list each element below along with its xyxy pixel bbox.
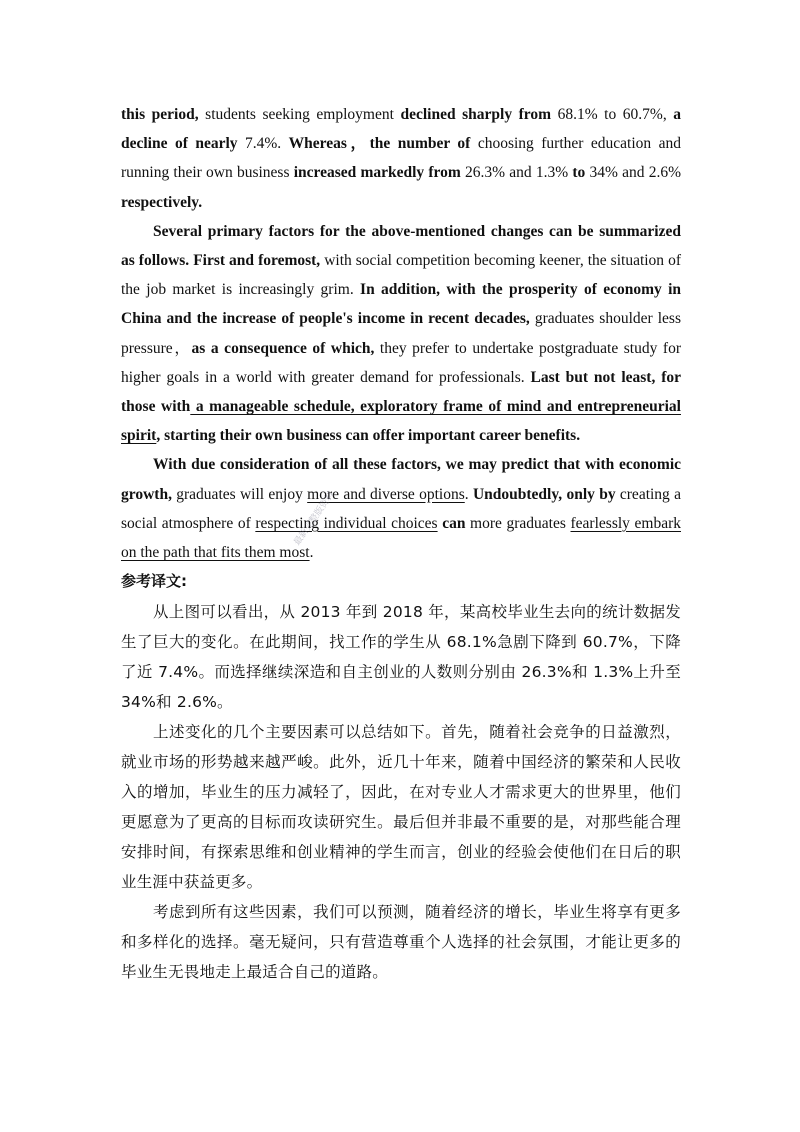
text-run: graduates will enjoy (171, 485, 308, 503)
english-paragraph-1 (121, 100, 681, 217)
text-run: respectively. (121, 193, 203, 211)
text-run: to (572, 164, 586, 182)
text-run: declined sharply from (400, 106, 552, 123)
text-run: as a consequence of which, (191, 339, 375, 357)
text-run: a manageable schedule, exploratory frame of mind and entrepreneurial spirit (121, 398, 681, 445)
text-run: creating a social atmosphere of (121, 485, 682, 532)
text-run: With due consideration of all these factors, we may predict that with economic growth, (121, 456, 681, 503)
text-run: this period, (121, 106, 199, 123)
text-run: choosing further education and running their own business (121, 135, 681, 182)
text-run: more and diverse options (307, 485, 465, 503)
english-paragraph-2 (121, 217, 681, 451)
chinese-paragraph-3: 考虑到所有这些因素，我们可以预测，随着经济的增长，毕业生将享有更多和多样化的选择。毫无疑问，只有营造尊重个人选择的社会氛围，才能让更多的毕业生无畏地走上最适合自己的道路。 (121, 903, 681, 982)
english-paragraph-3 (121, 450, 681, 567)
text-run: with social competition becoming keener, the situation of the job market is increasingly grim. (121, 252, 681, 299)
text-run: Several primary factors for the above-mentioned changes can be summarized as follows. First and foremost, (121, 222, 681, 270)
text-run: 68.1% to 60.7%, (551, 106, 674, 123)
text-run: they prefer to undertake postgraduate study for higher goals in a world with greater demand for professionals. (121, 339, 681, 386)
text-run: graduates shoulder less pressure， (121, 310, 681, 357)
text-run: students seeking employment (198, 106, 401, 123)
text-run: fearlessly embark on the path that fits them most (121, 514, 681, 562)
text-run: a decline of nearly (121, 106, 681, 153)
text-run: , starting their own business can offer important career benefits. (156, 427, 581, 445)
text-run: 7.4%. (237, 135, 289, 153)
text-run: respecting individual choices (255, 514, 438, 532)
chinese-paragraph-2: 上述变化的几个主要因素可以总结如下。首先，随着社会竞争的日益激烈，就业市场的形势越来越严峻。此外，近几十年来，随着中国经济的繁荣和人民收入的增加，毕业生的压力减轻了，因此，在对专业人才需求更大的世界里，他们更愿意为了更高的目标而攻读研究生。最后但并非最不重要的是，对那些能合理安排时间，有探索思维和创业精神的学生而言，创业的经验会使他们在日后的职业生涯中获益更多。 (121, 723, 681, 892)
text-run: Undoubtedly, only by (472, 485, 616, 503)
chinese-paragraph-1: 从上图可以看出，从 2013 年到 2018 年，某高校毕业生去向的统计数据发生了巨大的变化。在此期间，找工作的学生从 68.1%急剧下降到 60.7%，下降了近 7.4%。而选择继续深造和自主创业的人数则分别由 26.3%和 1.3%上升至 34%和 2.6%。 (121, 603, 681, 712)
text-run: increased markedly from (293, 164, 461, 182)
text-run: Last but not least, for those with (121, 368, 681, 416)
text-run: 34% and 2.6% (585, 164, 682, 182)
text-run: . (464, 485, 473, 503)
watermark: 最新完整版资料 (292, 490, 337, 548)
text-run: more graduates (465, 514, 571, 532)
text-run: In addition, with the prosperity of economy in China and the increase of people's income in recent decades, (121, 281, 681, 328)
text-run: 26.3% and 1.3% (460, 164, 573, 182)
text-run: . (309, 544, 314, 562)
text-run: can (442, 514, 466, 532)
text-run: Whereas，the number of (288, 135, 471, 153)
reference-translation-heading: 参考译文: (121, 572, 187, 591)
document-page (121, 100, 681, 987)
